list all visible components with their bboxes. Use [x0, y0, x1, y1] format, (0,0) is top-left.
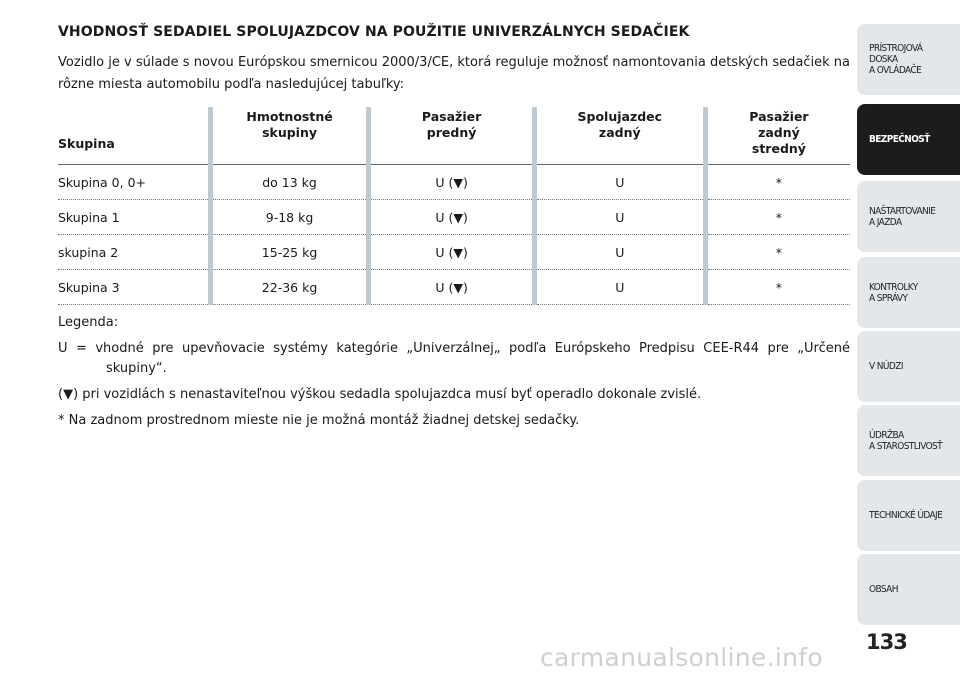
- header-front-passenger: Pasažier predný: [369, 107, 534, 165]
- legend-u-note: U = vhodné pre upevňovacie systémy kategórie „Univerzálnej„ podľa Európskeho Predpisu CEE-R44 pre „Určené skupiny“.: [58, 341, 850, 376]
- legend: [58, 313, 850, 437]
- page-number: 133: [866, 630, 907, 654]
- cell-front: U (▼): [369, 165, 534, 200]
- cell-front: U (▼): [369, 270, 534, 305]
- cell-middle: *: [705, 200, 850, 235]
- table-row: [58, 165, 850, 200]
- watermark: carmanualsonline.info: [540, 643, 823, 672]
- tab-obsah[interactable]: OBSAH: [857, 554, 960, 625]
- cell-rear: U: [534, 270, 705, 305]
- cell-group: Skupina 0, 0+: [58, 165, 210, 200]
- cell-group: skupina 2: [58, 235, 210, 270]
- page-title: VHODNOSŤ SEDADIEL SPOLUJAZDCOV NA POUŽITIE UNIVERZÁLNYCH SEDAČIEK: [58, 24, 690, 40]
- header-group: Skupina: [58, 107, 210, 165]
- cell-middle: *: [705, 270, 850, 305]
- intro-paragraph: Vozidlo je v súlade s novou Európskou smernicou 2000/3/CE, ktorá reguluje možnosť namontovania detských sedačiek na rôzne miesta automobilu podľa nasledujúcej tabuľky:: [58, 55, 850, 92]
- tab-pristrojova-doska[interactable]: PRÍSTROJOVÁ DOSKA A OVLÁDAČE: [857, 24, 960, 95]
- cell-rear: U: [534, 200, 705, 235]
- cell-rear: U: [534, 235, 705, 270]
- table-row: [58, 200, 850, 235]
- header-rear-middle-passenger: Pasažier zadný stredný: [705, 107, 850, 165]
- header-rear-passenger: Spolujazdec zadný: [534, 107, 705, 165]
- cell-front: U (▼): [369, 235, 534, 270]
- cell-middle: *: [705, 235, 850, 270]
- tab-v-nudzi[interactable]: V NÚDZI: [857, 331, 960, 402]
- cell-front: U (▼): [369, 200, 534, 235]
- tab-kontrolky[interactable]: KONTROLKY A SPRÁVY: [857, 257, 960, 328]
- legend-heading: Legenda:: [58, 315, 119, 330]
- cell-group: Skupina 3: [58, 270, 210, 305]
- cell-weight: do 13 kg: [210, 165, 369, 200]
- cell-rear: U: [534, 165, 705, 200]
- cell-weight: 9-18 kg: [210, 200, 369, 235]
- legend-star-note: * Na zadnom prostrednom mieste nie je možná montáž žiadnej detskej sedačky.: [58, 413, 580, 428]
- cell-weight: 15-25 kg: [210, 235, 369, 270]
- child-seat-table: [58, 107, 850, 305]
- tab-bezpecnost[interactable]: BEZPEČNOSŤ: [857, 104, 960, 175]
- cell-middle: *: [705, 165, 850, 200]
- table-row: [58, 235, 850, 270]
- table-header-row: [58, 107, 850, 165]
- legend-triangle-note: (▼) pri vozidlách s nenastaviteľnou výškou sedadla spolujazdca musí byť operadlo dokonale zvislé.: [58, 387, 702, 402]
- header-weight: Hmotnostné skupiny: [210, 107, 369, 165]
- tab-nastartovanie[interactable]: NAŠTARTOVANIE A JAZDA: [857, 181, 960, 252]
- cell-weight: 22-36 kg: [210, 270, 369, 305]
- cell-group: Skupina 1: [58, 200, 210, 235]
- table-row: [58, 270, 850, 305]
- tab-technicke-udaje[interactable]: TECHNICKÉ ÚDAJE: [857, 480, 960, 551]
- tab-udrzba[interactable]: ÚDRŽBA A STAROSTLIVOSŤ: [857, 405, 960, 476]
